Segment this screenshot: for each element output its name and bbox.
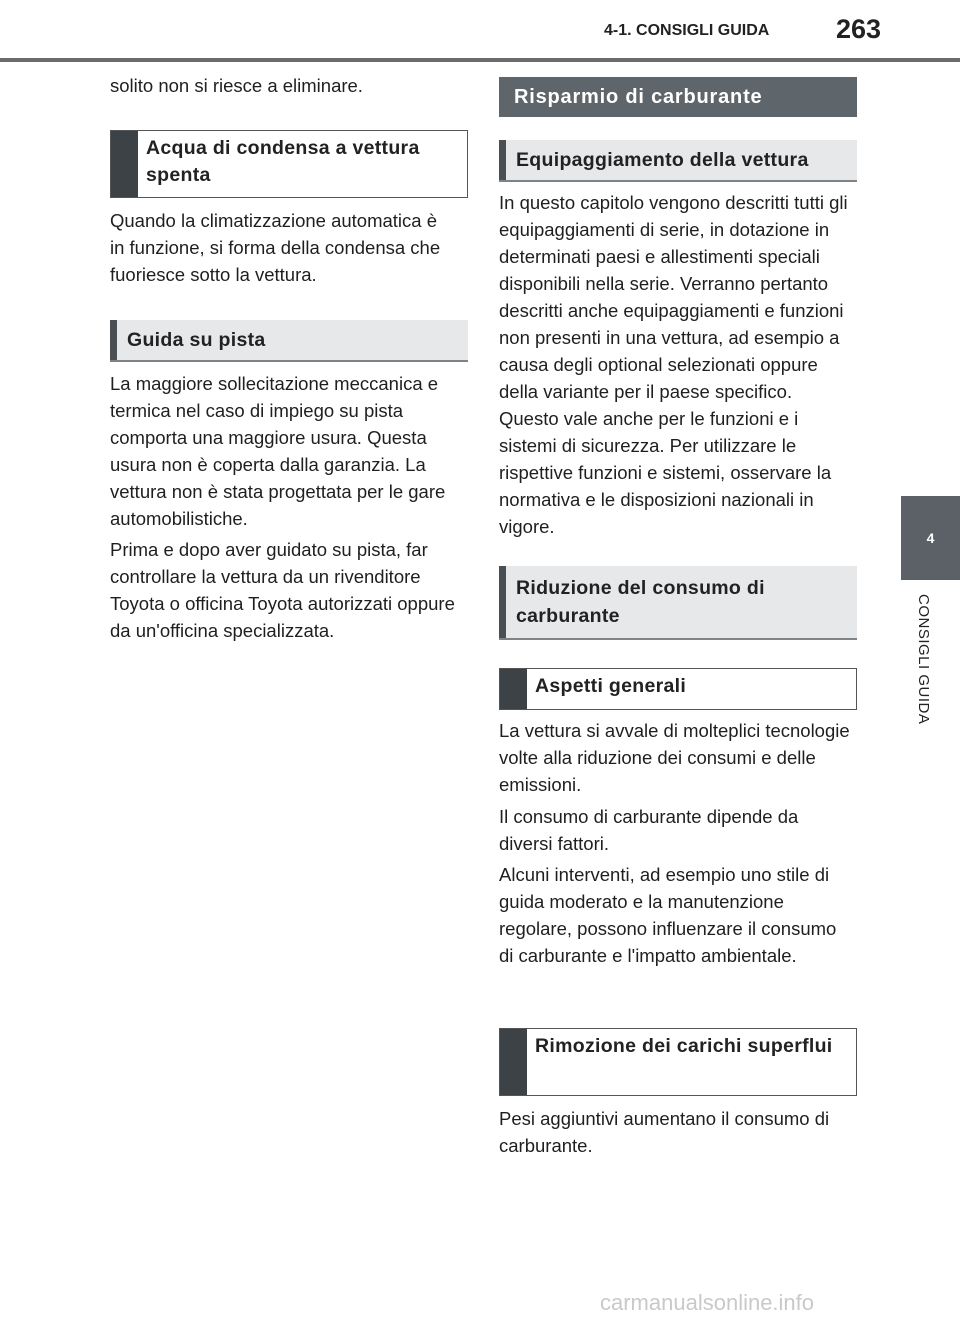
carichi-heading-label: Rimozione dei carichi superflui [535,1035,833,1057]
page-number: 263 [836,14,882,44]
heading-marker [499,140,506,180]
pista-text-1: La maggiore sollecitazione meccanica e termica nel caso di impiego su pista comporta una maggiore usura. Questa usura non è coperta dalla garanzia. La vettura non è stata progettata per le gare automobilistiche. [110,373,446,529]
header-divider [0,58,960,62]
heading-marker [499,566,506,638]
equip-heading-label: Equipaggiamento della vettura [516,149,809,171]
chapter-tab[interactable] [901,496,960,580]
heading-marker [500,1029,527,1095]
heading-marker [110,320,117,360]
condensa-text: Quando la climatizzazione automatica è in funzione, si forma della condensa che fuoriesce sotto la vettura. [110,210,441,285]
chapter-label: CONSIGLI GUIDA [915,594,932,725]
heading-marker [111,131,138,197]
equip-text: In questo capitolo vengono descritti tutti gli equipaggiamenti di serie, in dotazione in determinati paesi e allestimenti speciali disponibili nella serie. Verranno pertanto descritti anche equipaggiamenti e funzioni non presenti in una vettura, ad esempio a causa degli optional selezionati oppure della variante per il paese specifico. Questo vale anche per le funzioni e i sistemi di sicurezza. Per utilizzare le rispettive funzioni e sistemi, osservare la normativa e le disposizioni nazionali in vigore. [499,192,848,537]
intro-text: solito non si riesce a eliminare. [110,75,363,96]
section-title: 4-1. CONSIGLI GUIDA [604,22,770,39]
risparmio-heading [499,77,857,117]
chapter-number: 4 [926,530,935,546]
risparmio-heading-label: Risparmio di carburante [514,85,763,108]
equip-heading [499,140,857,182]
heading-marker [500,669,527,709]
carichi-text: Pesi aggiuntivi aumentano il consumo di carburante. [499,1108,830,1156]
aspetti-heading-label: Aspetti generali [535,675,687,697]
riduzione-heading-label: Riduzione del consumo di carburante [516,577,765,627]
aspetti-heading [499,668,857,710]
aspetti-text-1: La vettura si avvale di molteplici tecnologie volte alla riduzione dei consumi e delle emissioni. [499,720,850,795]
riduzione-heading [499,566,857,640]
condensa-heading-label: Acqua di condensa a vettura spenta [146,137,420,186]
aspetti-text-3: Alcuni interventi, ad esempio uno stile di guida moderato e la manutenzione regolare, possono influenzare il consumo di carburante e l'impatto ambientale. [499,864,837,966]
condensa-heading [110,130,468,198]
carichi-heading [499,1028,857,1096]
aspetti-text-2: Il consumo di carburante dipende da diversi fattori. [499,806,799,854]
pista-heading [110,320,468,362]
pista-heading-label: Guida su pista [127,329,266,351]
watermark: carmanualsonline.info [600,1290,815,1315]
pista-text-2: Prima e dopo aver guidato su pista, far controllare la vettura da un rivenditore Toyota o officina Toyota autorizzati oppure da un'officina specializzata. [110,539,455,641]
